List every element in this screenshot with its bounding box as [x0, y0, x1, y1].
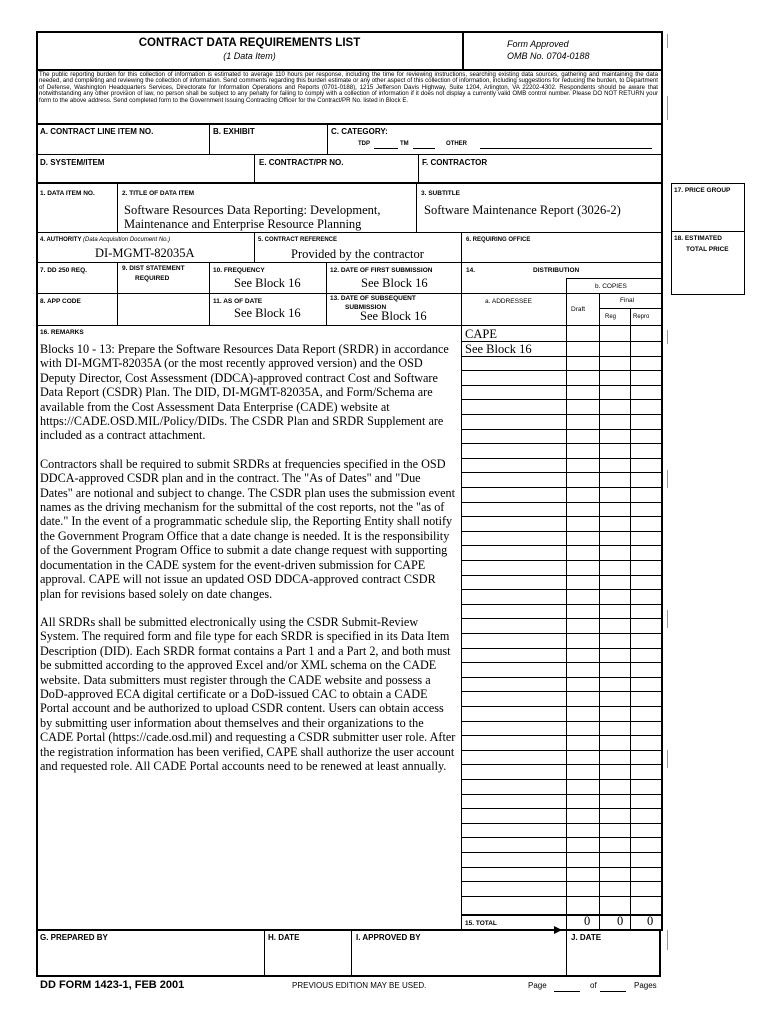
frequency-value: See Block 16 [234, 276, 301, 290]
distribution-row-line [461, 618, 661, 619]
authority-label: 4. AUTHORITY (Data Acquisition Document No.) [40, 237, 171, 243]
previous-edition: PREVIOUS EDITION MAY BE USED. [292, 981, 427, 990]
total-reg: 0 [617, 914, 624, 928]
total-label: 15. TOTAL [465, 920, 497, 927]
distribution-row-line [461, 604, 661, 605]
prepared-by-label: G. PREPARED BY [40, 933, 108, 942]
distribution-row-line [461, 662, 661, 663]
category-label: C. CATEGORY: [331, 127, 388, 136]
prepared-date-label: H. DATE [268, 933, 300, 942]
omb-number: OMB No. 0704-0188 [507, 51, 590, 61]
distribution-row-line [461, 764, 661, 765]
distribution-row-line [461, 531, 661, 532]
contract-pr-label: E. CONTRACT/PR NO. [259, 158, 344, 167]
margin-mark [667, 330, 668, 344]
category-tm: TM [400, 141, 409, 147]
distribution-row-line [461, 896, 661, 897]
as-of-date-value: See Block 16 [234, 306, 301, 320]
margin-mark [667, 470, 668, 488]
data-item-no-label: 1. DATA ITEM NO. [40, 190, 95, 197]
contract-reference-value: Provided by the contractor [291, 247, 424, 261]
distribution-row-line [461, 837, 661, 838]
title-of-data-item-label: 2. TITLE OF DATA ITEM [122, 190, 195, 197]
distribution-row-line [461, 852, 661, 853]
subsequent-submission-value: See Block 16 [360, 309, 427, 323]
distribution-row-line [461, 735, 661, 736]
distribution-row-line [461, 545, 661, 546]
subtitle-label: 3. SUBTITLE [421, 190, 461, 197]
contractor-label: F. CONTRACTOR [422, 158, 488, 167]
approved-by-label: I. APPROVED BY [356, 933, 421, 942]
title-of-data-item-value: Software Resources Data Reporting: Development, Maintenance and Enterprise Resource Planning [124, 203, 381, 231]
total-draft: 0 [584, 914, 591, 928]
distribution-row-line [461, 794, 661, 795]
distribution-row-line [461, 429, 661, 430]
distribution-row-line [461, 721, 661, 722]
estimated-label: 18. ESTIMATED [674, 235, 722, 242]
distribution-row-line [461, 706, 661, 707]
app-code-label: 8. APP CODE [40, 298, 81, 305]
form-number: DD FORM 1423-1, FEB 2001 [40, 979, 185, 991]
copies-label: b. COPIES [595, 283, 627, 290]
approved-date-label: J. DATE [571, 933, 602, 942]
distribution-row-line [461, 502, 661, 503]
distribution-row-line [461, 881, 661, 882]
remarks-paragraph: Blocks 10 - 13: Prepare the Software Resources Data Report (SRDR) in accordance with DI-MGMT-82035A (or the most recently approved version) and the OSD Deputy Director, Cost Assessment (DDCA)-approved contract Cost and Software Data Report (CSDR) Plan. The DID, DI-MGMT-82035A, and Form/Schema are available from the Cost Assessment Data Enterprise (CADE) website at https://CADE.OSD.MIL/Policy/DIDs. The CSDR Plan and SRDR Supplement are included as a contract attachment. [40, 342, 449, 443]
distribution-label: DISTRIBUTION [533, 267, 580, 274]
distribution-row-line [461, 472, 661, 473]
distribution-row-line [461, 691, 661, 692]
distribution-row-line [461, 560, 661, 561]
price-group-label: 17. PRICE GROUP [674, 187, 731, 194]
contract-line-item-label: A. CONTRACT LINE ITEM NO. [40, 127, 154, 136]
subtitle-value: Software Maintenance Report (3026-2) [424, 203, 621, 217]
distribution-row-line [461, 414, 661, 415]
distribution-row-line [461, 867, 661, 868]
final-label: Final [620, 297, 635, 304]
distribution-row-line [461, 575, 661, 576]
category-tdp: TDP [358, 141, 370, 147]
of-label: of [590, 981, 597, 990]
distribution-row-line [461, 648, 661, 649]
arrow-right-icon [514, 921, 562, 929]
margin-mark [667, 930, 668, 950]
remarks-paragraph: Contractors shall be required to submit SRDRs at frequencies specified in the OSD DDCA-approved CSDR plan and in the contract. The "As of Dates" and "Due Dates" are notional and subject to change. The CSDR plan uses the submission event names as the driving mechanism for the submittal of the cost reports, not the "as of date." In the event of a programmatic schedule slip, the Reporting Entity shall notify the Government Program Office that a date change is needed. It is the responsibility of the Government Program Office to submit a date change request with supporting documentation in the CADE system for the event-driven submission for CAPE approval. CAPE will not issue an updated OSD DDCA-approved contract CSDR plan for revisions based solely on date changes. [40, 456, 455, 601]
dist-addressee-1[interactable]: CAPE [465, 327, 497, 341]
margin-mark [667, 34, 668, 48]
distribution-row-line [461, 750, 661, 751]
distribution-row-line [461, 487, 661, 488]
pages-label: Pages [634, 981, 657, 990]
reg-label: Reg [605, 314, 617, 320]
remarks-paragraph: All SRDRs shall be submitted electronically using the CSDR Submit-Review System. The required form and file type for each SRDR is specified in its Data Item Description (DID). Each SRDR format contains a Part 1 and a Part 2, and both must be submitted according to the approved Excel and/or XML schema on the CADE website. Data submitters must register through the CADE website and possess a DoD-approved ECA digital certificate or a DoD-issued CAC to obtain a CADE Portal account and be authorized to upload CSDR content. Users can obtain access by submitting user information about themselves and their organizations to the CADE Portal (https://cade.osd.mil) and requesting a CSDR submitter user role. After the registration information has been verified, CAPE shall authorize the user account and requested role. All CADE Portal accounts need to be renewed at least annually. [40, 614, 456, 773]
distribution-row-line [461, 779, 661, 780]
repro-label: Repro [633, 314, 650, 320]
margin-mark [667, 610, 668, 628]
margin-mark [667, 750, 668, 768]
draft-label: Draft [571, 306, 586, 313]
distribution-row-line [461, 589, 661, 590]
dist-addressee-2[interactable]: See Block 16 [465, 342, 532, 356]
subsequent-submission-label: 13. DATE OF SUBSEQUENT [330, 295, 416, 302]
subsequent-submission-label2: SUBMISSION [345, 304, 387, 311]
exhibit-label: B. EXHIBIT [213, 127, 255, 136]
distribution-row-line [461, 458, 661, 459]
remarks-text [40, 342, 456, 787]
remarks-label: 16. REMARKS [40, 329, 84, 336]
page-label: Page [528, 981, 547, 990]
category-other: OTHER [446, 141, 467, 147]
distribution-row-line [461, 385, 661, 386]
authority-value: DI-MGMT-82035A [95, 246, 195, 260]
authority-note: (Data Acquisition Document No.) [83, 237, 171, 243]
distribution-row-line [461, 633, 661, 634]
dist-statement-required: REQUIRED [135, 275, 170, 282]
dd250-req-label: 7. DD 250 REQ. [40, 267, 87, 274]
distribution-number-label: 14. [466, 267, 476, 274]
system-item-label: D. SYSTEM/ITEM [40, 158, 105, 167]
first-submission-value: See Block 16 [361, 276, 428, 290]
distribution-row-line [461, 370, 661, 371]
form-subtitle: (1 Data Item) [223, 51, 276, 61]
as-of-date-label: 11. AS OF DATE [213, 298, 263, 305]
distribution-row-line [461, 823, 661, 824]
distribution-row-line [461, 443, 661, 444]
requiring-office-label: 6. REQUIRING OFFICE [466, 237, 531, 243]
distribution-row-line [461, 677, 661, 678]
contract-reference-label: 5. CONTRACT REFERENCE [258, 237, 338, 243]
frequency-label: 10. FREQUENCY [213, 267, 265, 274]
margin-mark [667, 96, 668, 120]
total-price-label: TOTAL PRICE [686, 246, 729, 253]
distribution-row-line [461, 808, 661, 809]
burden-statement: The public reporting burden for this collection of information is estimated to average 110 hours per response, including the time for reviewing instructions, searching existing data sources, gathering and maintaining the data needed, and completing and reviewing the collection of information. Send comments regarding this burden estimate or any other aspect of this collection of information, including suggestions for reducing the burden, to Department of Defense, Washington Headquarters Services, Directorate for Information Operations and Reports (0701-0188), 1215 Jefferson Davis Highway, Suite 1204, Arlington, VA 22202-4302. Respondents should be aware that notwithstanding any other provision of law, no person shall be subject to any penalty for failing to comply with a collection of information if it does not display a currently valid OMB control number. Please DO NOT RETURN your form to the above address. Send completed form to the Government Issuing Contracting Officer for the Contract/PR No. listed in Block E. [39, 71, 658, 104]
total-repro: 0 [647, 914, 654, 928]
dist-statement-label: 9. DIST STATEMENT [122, 265, 185, 272]
first-submission-label: 12. DATE OF FIRST SUBMISSION [330, 267, 433, 274]
distribution-row-line [461, 399, 661, 400]
addressee-label: a. ADDRESSEE [485, 298, 532, 305]
distribution-row-line [461, 516, 661, 517]
form-title: CONTRACT DATA REQUIREMENTS LIST [138, 37, 361, 49]
form-approved: Form Approved [507, 39, 569, 49]
